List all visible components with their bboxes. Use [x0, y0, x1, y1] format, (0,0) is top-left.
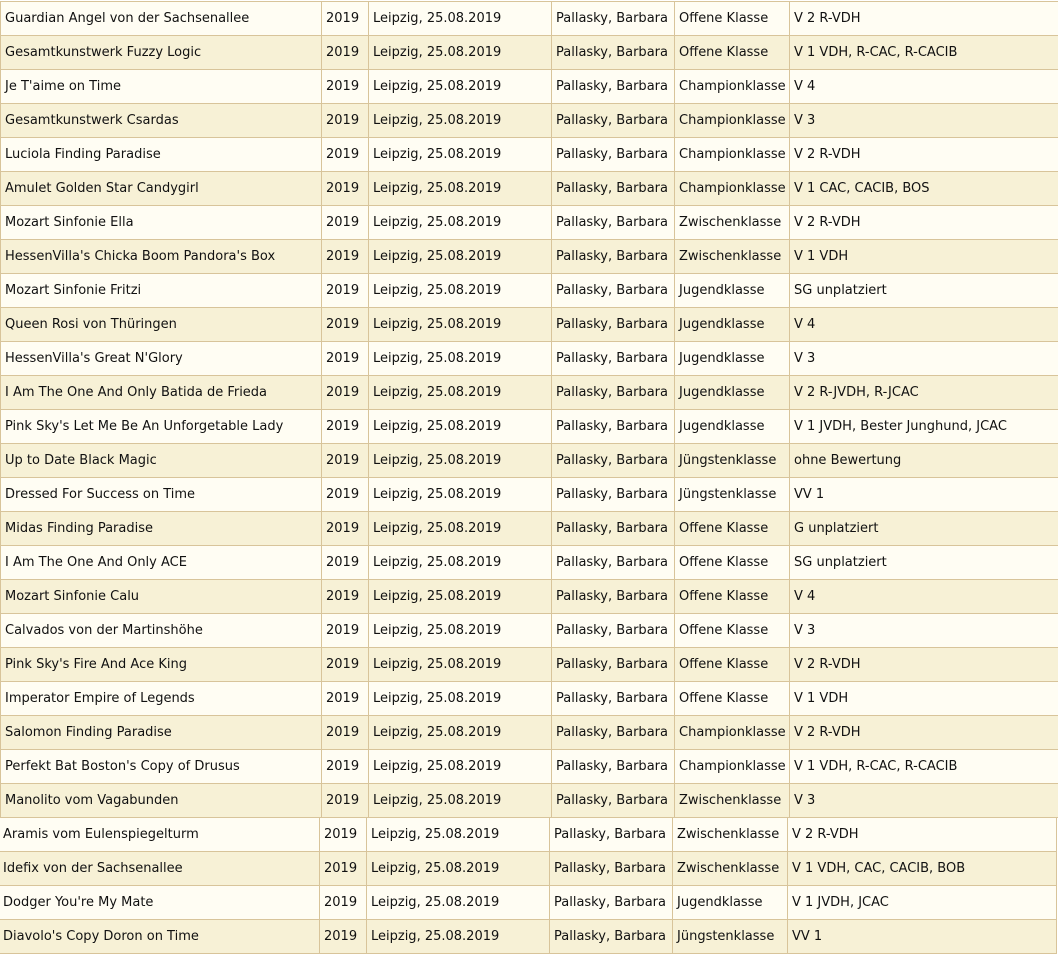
dog-name-cell: Queen Rosi von Thüringen [1, 308, 322, 342]
table-row [1, 274, 1058, 308]
result-cell: V 1 JVDH, JCAC [788, 886, 1057, 920]
class-cell: Championklasse [675, 172, 790, 206]
result-cell: V 2 R-VDH [790, 138, 1058, 172]
dog-name-cell: Up to Date Black Magic [1, 444, 322, 478]
judge-cell: Pallasky, Barbara [552, 308, 675, 342]
table-row [1, 648, 1058, 682]
class-cell: Zwischenklasse [675, 784, 790, 818]
result-cell: V 1 VDH [790, 682, 1058, 716]
judge-cell: Pallasky, Barbara [552, 342, 675, 376]
class-cell: Championklasse [675, 138, 790, 172]
table-row [1, 580, 1058, 614]
judge-cell: Pallasky, Barbara [550, 886, 673, 920]
year-cell: 2019 [322, 580, 369, 614]
dog-name-cell: Pink Sky's Let Me Be An Unforgetable Lady [1, 410, 322, 444]
table-row [1, 172, 1058, 206]
class-cell: Zwischenklasse [673, 852, 788, 886]
dog-name-cell: Dodger You're My Mate [0, 886, 320, 920]
year-cell: 2019 [320, 818, 367, 852]
dog-name-cell: Je T'aime on Time [1, 70, 322, 104]
table-row [1, 444, 1058, 478]
show-cell: Leipzig, 25.08.2019 [369, 376, 552, 410]
result-cell: V 1 JVDH, Bester Junghund, JCAC [790, 410, 1058, 444]
table-row [1, 410, 1058, 444]
table-row [1, 342, 1058, 376]
result-cell: V 1 VDH, R-CAC, R-CACIB [790, 36, 1058, 70]
table-row [1, 376, 1058, 410]
show-cell: Leipzig, 25.08.2019 [369, 682, 552, 716]
class-cell: Offene Klasse [675, 512, 790, 546]
show-cell: Leipzig, 25.08.2019 [367, 920, 550, 954]
table-row [0, 886, 1057, 920]
show-cell: Leipzig, 25.08.2019 [369, 138, 552, 172]
year-cell: 2019 [322, 614, 369, 648]
dog-name-cell: Mozart Sinfonie Fritzi [1, 274, 322, 308]
year-cell: 2019 [320, 852, 367, 886]
result-cell: V 2 R-VDH [790, 206, 1058, 240]
year-cell: 2019 [320, 920, 367, 954]
result-cell: SG unplatziert [790, 546, 1058, 580]
table-row [0, 920, 1057, 954]
class-cell: Jüngstenklasse [673, 920, 788, 954]
result-cell: V 1 VDH, R-CAC, R-CACIB [790, 750, 1058, 784]
class-cell: Offene Klasse [675, 546, 790, 580]
class-cell: Jugendklasse [675, 410, 790, 444]
judge-cell: Pallasky, Barbara [550, 852, 673, 886]
result-cell: V 3 [790, 614, 1058, 648]
results-table-continued [0, 817, 1057, 954]
table-row [0, 852, 1057, 886]
show-cell: Leipzig, 25.08.2019 [369, 274, 552, 308]
dog-name-cell: I Am The One And Only ACE [1, 546, 322, 580]
judge-cell: Pallasky, Barbara [552, 750, 675, 784]
show-cell: Leipzig, 25.08.2019 [369, 410, 552, 444]
dog-name-cell: Luciola Finding Paradise [1, 138, 322, 172]
dog-name-cell: Aramis vom Eulenspiegelturm [0, 818, 320, 852]
class-cell: Offene Klasse [675, 36, 790, 70]
dog-name-cell: Imperator Empire of Legends [1, 682, 322, 716]
dog-name-cell: Midas Finding Paradise [1, 512, 322, 546]
dog-name-cell: Perfekt Bat Boston's Copy of Drusus [1, 750, 322, 784]
class-cell: Zwischenklasse [675, 240, 790, 274]
judge-cell: Pallasky, Barbara [552, 104, 675, 138]
year-cell: 2019 [322, 240, 369, 274]
table-row [0, 818, 1057, 852]
year-cell: 2019 [322, 376, 369, 410]
result-cell: V 1 VDH, CAC, CACIB, BOB [788, 852, 1057, 886]
year-cell: 2019 [322, 274, 369, 308]
show-cell: Leipzig, 25.08.2019 [369, 784, 552, 818]
result-cell: SG unplatziert [790, 274, 1058, 308]
table-row [1, 2, 1058, 36]
result-cell: ohne Bewertung [790, 444, 1058, 478]
dog-name-cell: Idefix von der Sachsenallee [0, 852, 320, 886]
judge-cell: Pallasky, Barbara [552, 240, 675, 274]
result-cell: V 1 CAC, CACIB, BOS [790, 172, 1058, 206]
class-cell: Jugendklasse [675, 376, 790, 410]
result-cell: V 3 [790, 342, 1058, 376]
judge-cell: Pallasky, Barbara [552, 274, 675, 308]
judge-cell: Pallasky, Barbara [552, 478, 675, 512]
dog-name-cell: Mozart Sinfonie Ella [1, 206, 322, 240]
year-cell: 2019 [322, 410, 369, 444]
year-cell: 2019 [322, 750, 369, 784]
year-cell: 2019 [322, 546, 369, 580]
class-cell: Offene Klasse [675, 2, 790, 36]
table-row [1, 478, 1058, 512]
class-cell: Championklasse [675, 716, 790, 750]
result-cell: V 2 R-VDH [788, 818, 1057, 852]
result-cell: V 3 [790, 784, 1058, 818]
result-cell: V 2 R-VDH [790, 716, 1058, 750]
class-cell: Zwischenklasse [673, 818, 788, 852]
year-cell: 2019 [322, 648, 369, 682]
judge-cell: Pallasky, Barbara [552, 512, 675, 546]
show-cell: Leipzig, 25.08.2019 [369, 172, 552, 206]
judge-cell: Pallasky, Barbara [552, 172, 675, 206]
result-cell: V 2 R-VDH [790, 648, 1058, 682]
judge-cell: Pallasky, Barbara [550, 920, 673, 954]
year-cell: 2019 [322, 478, 369, 512]
judge-cell: Pallasky, Barbara [552, 206, 675, 240]
dog-name-cell: Amulet Golden Star Candygirl [1, 172, 322, 206]
dog-name-cell: Salomon Finding Paradise [1, 716, 322, 750]
table-row [1, 750, 1058, 784]
class-cell: Jugendklasse [675, 308, 790, 342]
class-cell: Championklasse [675, 750, 790, 784]
table-row [1, 308, 1058, 342]
result-cell: G unplatziert [790, 512, 1058, 546]
show-cell: Leipzig, 25.08.2019 [369, 716, 552, 750]
show-cell: Leipzig, 25.08.2019 [367, 886, 550, 920]
show-cell: Leipzig, 25.08.2019 [369, 308, 552, 342]
dog-name-cell: Calvados von der Martinshöhe [1, 614, 322, 648]
result-cell: V 4 [790, 70, 1058, 104]
show-cell: Leipzig, 25.08.2019 [369, 206, 552, 240]
year-cell: 2019 [322, 444, 369, 478]
judge-cell: Pallasky, Barbara [552, 376, 675, 410]
judge-cell: Pallasky, Barbara [552, 36, 675, 70]
results-table-continued-body [0, 818, 1057, 954]
year-cell: 2019 [322, 172, 369, 206]
table-row [1, 784, 1058, 818]
year-cell: 2019 [322, 36, 369, 70]
dog-name-cell: Dressed For Success on Time [1, 478, 322, 512]
dog-name-cell: Mozart Sinfonie Calu [1, 580, 322, 614]
show-cell: Leipzig, 25.08.2019 [369, 70, 552, 104]
result-cell: V 2 R-JVDH, R-JCAC [790, 376, 1058, 410]
year-cell: 2019 [320, 886, 367, 920]
class-cell: Jüngstenklasse [675, 478, 790, 512]
dog-name-cell: HessenVilla's Great N'Glory [1, 342, 322, 376]
class-cell: Jugendklasse [675, 342, 790, 376]
year-cell: 2019 [322, 784, 369, 818]
dog-name-cell: HessenVilla's Chicka Boom Pandora's Box [1, 240, 322, 274]
dog-name-cell: I Am The One And Only Batida de Frieda [1, 376, 322, 410]
class-cell: Offene Klasse [675, 682, 790, 716]
table-row [1, 614, 1058, 648]
result-cell: V 1 VDH [790, 240, 1058, 274]
result-cell: V 4 [790, 308, 1058, 342]
class-cell: Jüngstenklasse [675, 444, 790, 478]
judge-cell: Pallasky, Barbara [552, 614, 675, 648]
show-cell: Leipzig, 25.08.2019 [369, 512, 552, 546]
show-cell: Leipzig, 25.08.2019 [369, 478, 552, 512]
show-cell: Leipzig, 25.08.2019 [369, 648, 552, 682]
show-cell: Leipzig, 25.08.2019 [367, 852, 550, 886]
class-cell: Zwischenklasse [675, 206, 790, 240]
show-cell: Leipzig, 25.08.2019 [369, 580, 552, 614]
result-cell: V 2 R-VDH [790, 2, 1058, 36]
results-table-body [1, 2, 1058, 818]
judge-cell: Pallasky, Barbara [552, 444, 675, 478]
judge-cell: Pallasky, Barbara [552, 138, 675, 172]
dog-name-cell: Pink Sky's Fire And Ace King [1, 648, 322, 682]
dog-name-cell: Gesamtkunstwerk Csardas [1, 104, 322, 138]
dog-name-cell: Manolito vom Vagabunden [1, 784, 322, 818]
class-cell: Jugendklasse [673, 886, 788, 920]
show-cell: Leipzig, 25.08.2019 [369, 36, 552, 70]
show-cell: Leipzig, 25.08.2019 [369, 240, 552, 274]
class-cell: Offene Klasse [675, 580, 790, 614]
table-row [1, 512, 1058, 546]
year-cell: 2019 [322, 342, 369, 376]
result-cell: VV 1 [790, 478, 1058, 512]
table-row [1, 546, 1058, 580]
year-cell: 2019 [322, 70, 369, 104]
results-table-main [0, 1, 1058, 818]
year-cell: 2019 [322, 138, 369, 172]
show-cell: Leipzig, 25.08.2019 [369, 2, 552, 36]
year-cell: 2019 [322, 104, 369, 138]
table-row [1, 138, 1058, 172]
table-row [1, 70, 1058, 104]
year-cell: 2019 [322, 206, 369, 240]
show-cell: Leipzig, 25.08.2019 [367, 818, 550, 852]
judge-cell: Pallasky, Barbara [552, 2, 675, 36]
judge-cell: Pallasky, Barbara [552, 716, 675, 750]
table-row [1, 240, 1058, 274]
year-cell: 2019 [322, 308, 369, 342]
class-cell: Offene Klasse [675, 614, 790, 648]
judge-cell: Pallasky, Barbara [552, 410, 675, 444]
year-cell: 2019 [322, 2, 369, 36]
result-cell: V 4 [790, 580, 1058, 614]
table-row [1, 206, 1058, 240]
judge-cell: Pallasky, Barbara [552, 682, 675, 716]
judge-cell: Pallasky, Barbara [552, 580, 675, 614]
show-cell: Leipzig, 25.08.2019 [369, 342, 552, 376]
class-cell: Offene Klasse [675, 648, 790, 682]
table-row [1, 36, 1058, 70]
dog-name-cell: Guardian Angel von der Sachsenallee [1, 2, 322, 36]
result-cell: V 3 [790, 104, 1058, 138]
judge-cell: Pallasky, Barbara [552, 648, 675, 682]
class-cell: Jugendklasse [675, 274, 790, 308]
show-cell: Leipzig, 25.08.2019 [369, 546, 552, 580]
show-cell: Leipzig, 25.08.2019 [369, 750, 552, 784]
year-cell: 2019 [322, 512, 369, 546]
table-row [1, 716, 1058, 750]
judge-cell: Pallasky, Barbara [552, 546, 675, 580]
year-cell: 2019 [322, 716, 369, 750]
class-cell: Championklasse [675, 104, 790, 138]
year-cell: 2019 [322, 682, 369, 716]
class-cell: Championklasse [675, 70, 790, 104]
table-row [1, 104, 1058, 138]
table-row [1, 682, 1058, 716]
judge-cell: Pallasky, Barbara [550, 818, 673, 852]
dog-name-cell: Gesamtkunstwerk Fuzzy Logic [1, 36, 322, 70]
dog-name-cell: Diavolo's Copy Doron on Time [0, 920, 320, 954]
judge-cell: Pallasky, Barbara [552, 70, 675, 104]
judge-cell: Pallasky, Barbara [552, 784, 675, 818]
show-cell: Leipzig, 25.08.2019 [369, 104, 552, 138]
show-cell: Leipzig, 25.08.2019 [369, 444, 552, 478]
result-cell: VV 1 [788, 920, 1057, 954]
show-cell: Leipzig, 25.08.2019 [369, 614, 552, 648]
